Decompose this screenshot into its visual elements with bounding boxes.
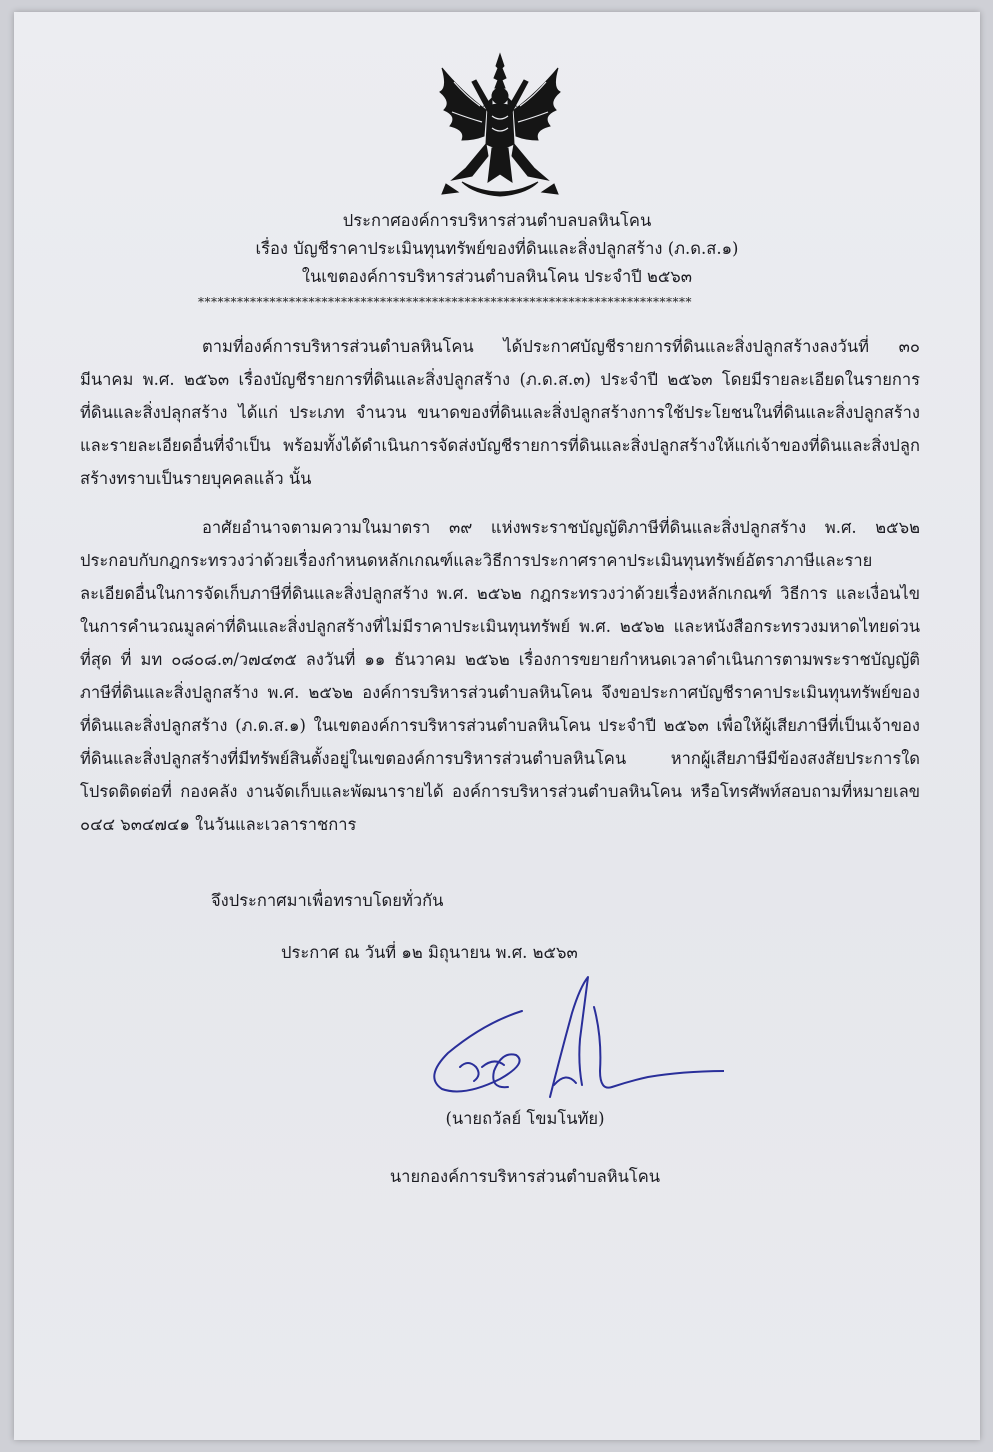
paragraph-2: อาศัยอำนาจตามความในมาตรา ๓๙ แห่งพระราชบัญญัติภาษีที่ดินและสิ่งปลูกสร้าง พ.ศ. ๒๕๖๒ ประกอบกับกฎกระทรวงว่าด้วยเรื่องกำหนดหลักเกณฑ์และวิธีการประกาศราคาประเมินทุนทรัพย์อัตราภาษีและรายละเอียดอื่นในการจัดเก็บภาษีที่ดินและสิ่งปลูกสร้าง พ.ศ. ๒๕๖๒ กฎกระทรวงว่าด้วยเรื่องหลักเกณฑ์ วิธีการ และเงื่อนไข ในการคำนวณมูลค่าที่ดินและสิ่งปลูกสร้างที่ไม่มีราคาประเมินทุนทรัพย์ พ.ศ. ๒๕๖๒ และหนังสือกระทรวงมหาดไทยด่วนที่สุด ที่ มท ๐๘๐๘.๓/ว๗๔๓๕ ลงวันที่ ๑๑ ธันวาคม ๒๕๖๒ เรื่องการขยายกำหนดเวลาดำเนินการตามพระราชบัญญัติภาษีที่ดินและสิ่งปลูกสร้าง พ.ศ. ๒๕๖๒ องค์การบริหารส่วนตำบลหินโคน จึงขอประกาศบัญชีราคาประเมินทุนทรัพย์ของที่ดินและสิ่งปลูกสร้าง (ภ.ด.ส.๑) ในเขตองค์การบริหารส่วนตำบลหินโคน ประจำปี ๒๕๖๓ เพื่อให้ผู้เสียภาษีที่เป็นเจ้าของที่ดินและสิ่งปลูกสร้างที่มีทรัพย์สินตั้งอยู่ในเขตองค์การบริหารส่วนตำบลหินโคน หากผู้เสียภาษีมีข้องสงสัยประการใด โปรดติดต่อที่ กองคลัง งานจัดเก็บและพัฒนารายได้ องค์การบริหารส่วนตำบลหินโคน หรือโทรศัพท์สอบถามที่หมายเลข ๐๔๔ ๖๓๔๗๔๑ ในวันและเวลาราชการ <box>80 518 920 834</box>
signatory-name: (นายถวัลย์ โขมโนทัย) <box>445 1109 605 1128</box>
paragraph-1: ตามที่องค์การบริหารส่วนตำบลหินโคน ได้ประกาศบัญชีรายการที่ดินและสิ่งปลูกสร้างลงวันที่ ๓๐ มีนาคม พ.ศ. ๒๕๖๓ เรื่องบัญชีรายการที่ดินและสิ่งปลูกสร้าง (ภ.ด.ส.๓) ประจำปี ๒๕๖๓ โดยมีรายละเอียดในรายการที่ดินและสิ่งปลุกสร้าง ได้แก่ ประเภท จำนวน ขนาดของที่ดินและสิ่งปลูกสร้างการใช้ประโยชนในที่ดินและสิ่งปลูกสร้าง และรายละเอียดอื่นที่จำเป็น พร้อมทั้งได้ดำเนินการจัดส่งบัญชีรายการที่ดินและสิ่งปลูกสร้างให้แก่เจ้าของที่ดินและสิ่งปลูกสร้างทราบเป็นรายบุคคลแล้ว นั้น <box>80 337 920 488</box>
signatory-position: นายกองค์การบริหารส่วนตำบลหินโคน <box>389 1167 661 1186</box>
handwritten-signature <box>404 967 724 1107</box>
header-scope: ในเขตองค์การบริหารส่วนตำบลหินโคน ประจำปี ๒๕๖๓ <box>301 267 693 286</box>
date-line: ประกาศ ณ วันที่ ๑๒ มิถุนายน พ.ศ. ๒๕๖๓ <box>281 943 578 962</box>
announcement-header <box>14 207 980 291</box>
closing-line: จึงประกาศมาเพื่อทราบโดยทั่วกัน <box>211 891 444 910</box>
announcement-body <box>80 330 920 857</box>
header-subject: เรื่อง บัญชีราคาประเมินทุนทรัพย์ของที่ดินและสิ่งปลูกสร้าง (ภ.ด.ส.๑) <box>255 239 739 258</box>
garuda-emblem-icon <box>422 52 578 202</box>
header-title: ประกาศองค์การบริหารส่วนตำบลบลหินโคน <box>342 211 652 230</box>
star-separator: **************************************************************************** <box>198 295 692 309</box>
document-page <box>14 12 980 1440</box>
